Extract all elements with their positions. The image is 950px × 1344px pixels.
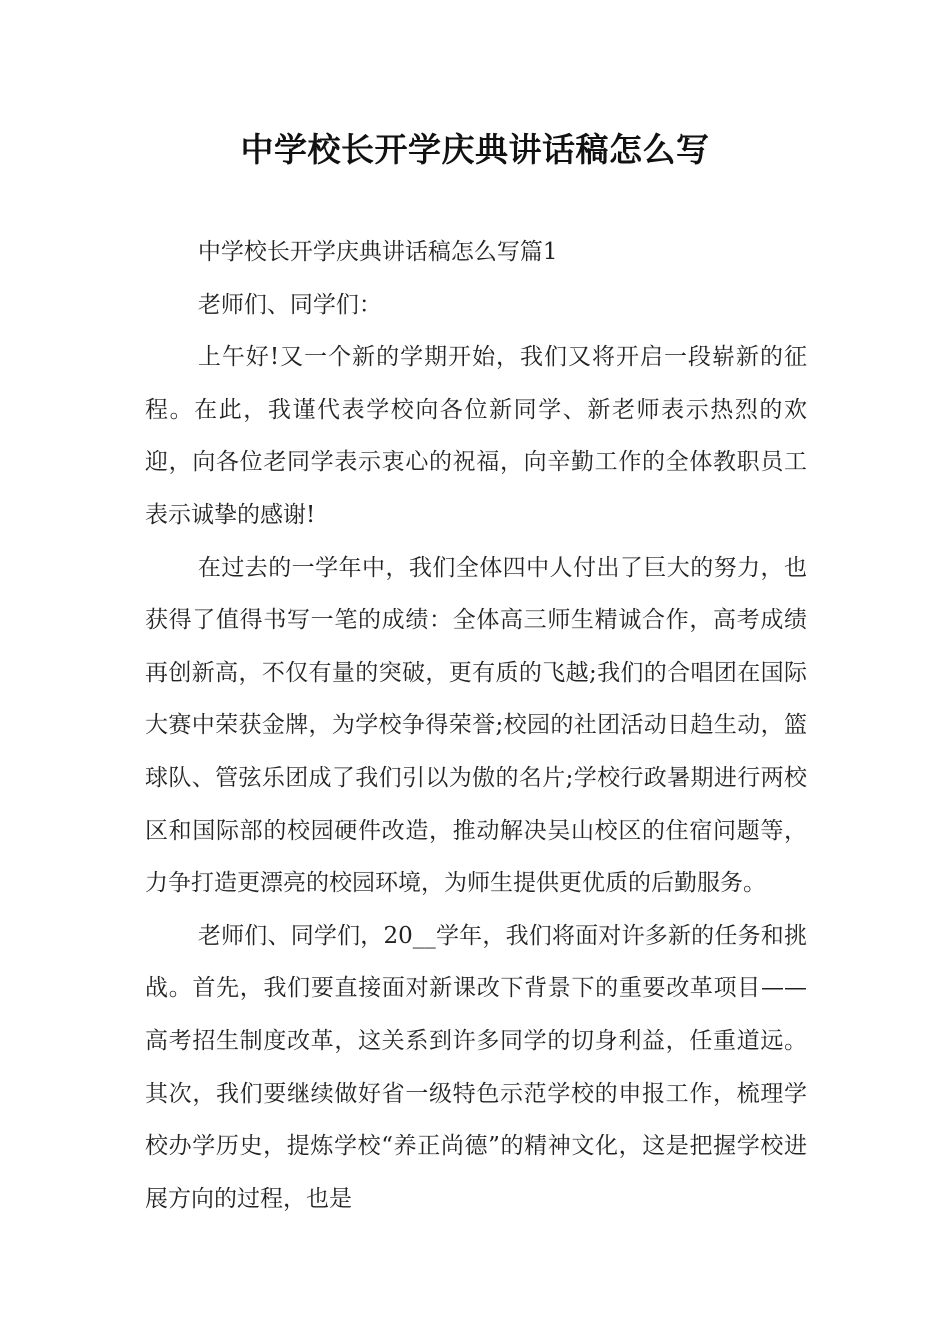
document-title: 中学校长开学庆典讲话稿怎么写 xyxy=(240,130,710,169)
paragraph-challenges: 老师们、同学们，20__学年，我们将面对许多新的任务和挑战。首先，我们要直接面对新课改下背景下的重要改革项目——高考招生制度改革，这关系到许多同学的切身利益，任重道远。其次，我们要继续做好省一级特色示范学校的申报工作，梳理学校办学历史，提炼学校“养正尚德”的精神文化，这是把握学校进展方向的过程，也是 xyxy=(145,922,807,1212)
salutation: 老师们、同学们： xyxy=(197,291,382,318)
paragraph-greeting: 上午好!又一个新的学期开始，我们又将开启一段崭新的征程。在此，我谨代表学校向各位新同学、新老师表示热烈的欢迎，向各位老同学表示衷心的祝福，向辛勤工作的全体教职员工表示诚挚的感谢! xyxy=(145,344,807,528)
paragraph-achievements: 在过去的一学年中，我们全体四中人付出了巨大的努力，也获得了值得书写一笔的成绩：全体高三师生精诚合作，高考成绩再创新高，不仅有量的突破，更有质的飞越;我们的合唱团在国际大赛中荣获金牌，为学校争得荣誉;校园的社团活动日趋生动，篮球队、管弦乐团成了我们引以为傲的名片;学校行政暑期进行两校区和国际部的校园硬件改造，推动解决吴山校区的住宿问题等，力争打造更漂亮的校园环境，为师生提供更优质的后勤服务。 xyxy=(145,554,807,897)
document-body xyxy=(145,226,807,1225)
section-heading: 中学校长开学庆典讲话稿怎么写篇1 xyxy=(197,239,558,265)
